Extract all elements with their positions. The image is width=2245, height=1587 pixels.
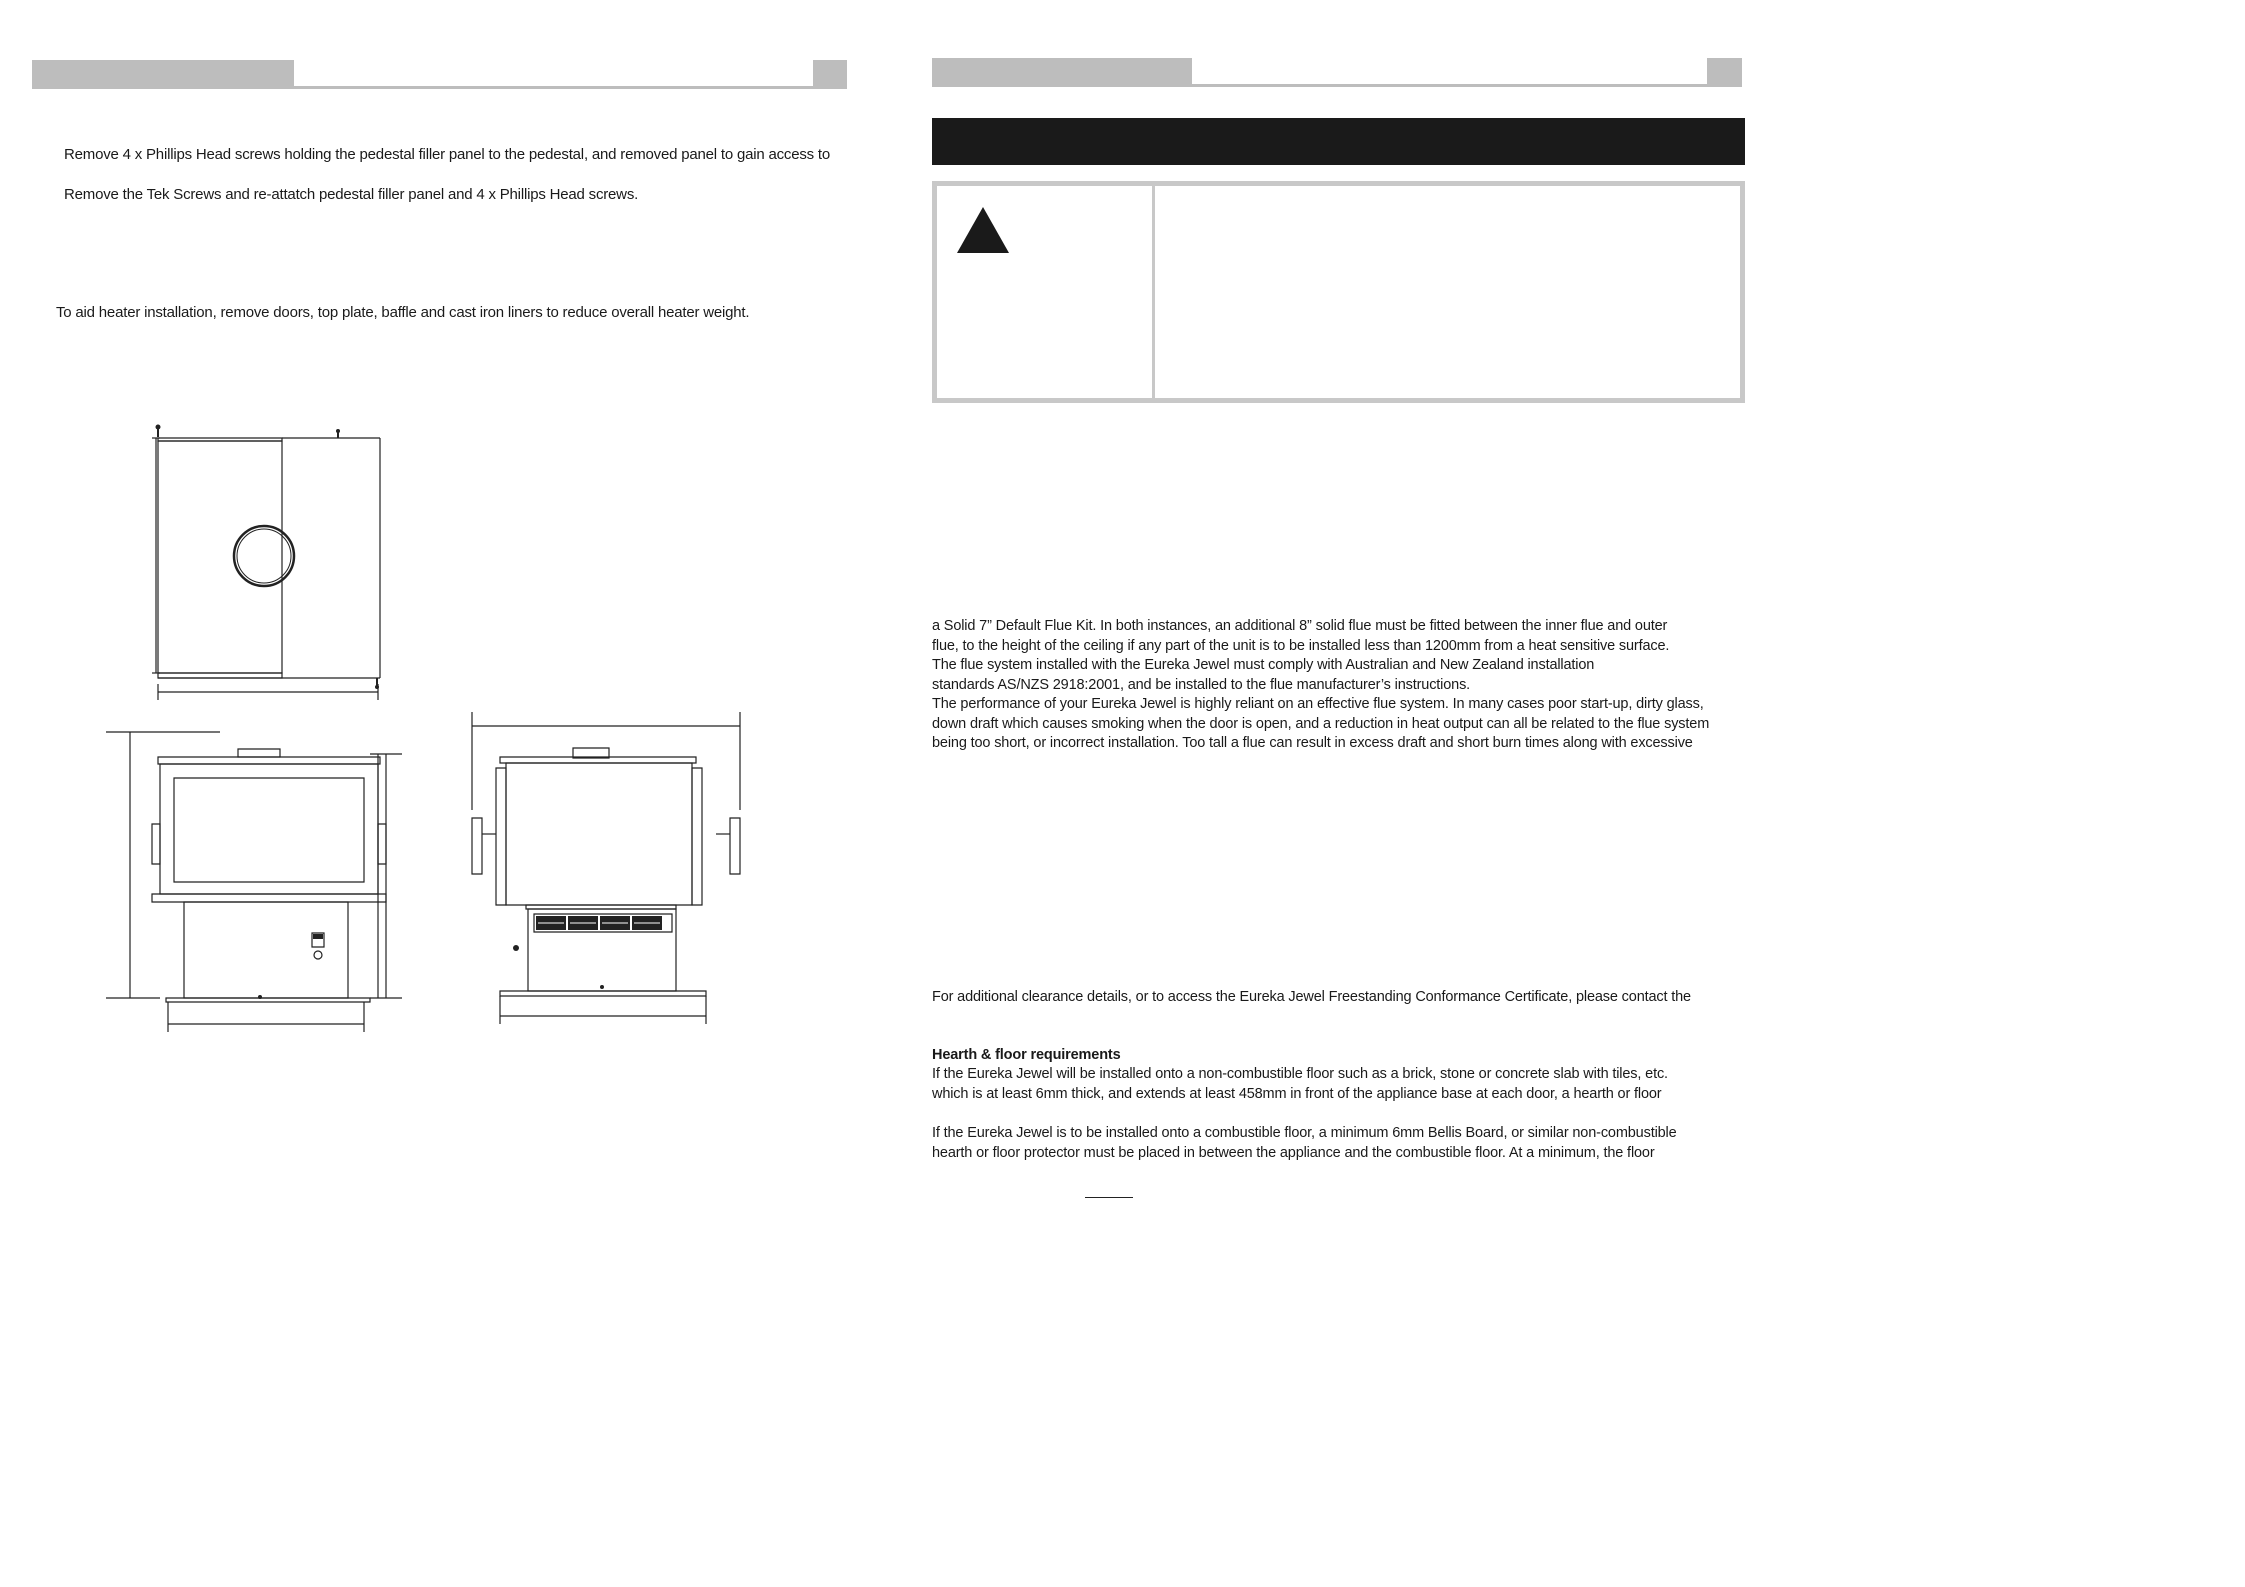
front-view-floor-plate xyxy=(166,998,370,1002)
flue-line: being too short, or incorrect installation. Too tall a flue can result in excess draft and short burn times along with excessive xyxy=(932,735,1693,751)
flue-line: The performance of your Eureka Jewel is highly reliant on an effective flue system. In many cases poor start-up, dirty glass, xyxy=(932,696,1704,712)
warning-triangle-icon xyxy=(955,205,1011,255)
front-view-firebox xyxy=(160,764,378,894)
flue-paragraph xyxy=(932,617,1709,754)
hearth-line: which is at least 6mm thick, and extends at least 458mm in front of the appliance base at each door, a hearth or floor xyxy=(932,1085,1662,1102)
front-view-left-handle xyxy=(152,824,160,864)
front-view-pedestal xyxy=(184,902,348,998)
side-view-body xyxy=(506,763,692,905)
right-header-tab xyxy=(932,58,1192,87)
top-view-front-edge xyxy=(158,673,282,678)
hearth-heading: Hearth & floor requirements xyxy=(932,1047,1121,1063)
instruction-reduce-weight: To aid heater installation, remove doors, top plate, baffle and cast iron liners to reduce overall heater weight. xyxy=(56,304,750,321)
section-title-bar xyxy=(932,118,1745,165)
hearth-line: If the Eureka Jewel is to be installed onto a combustible floor, a minimum 6mm Bellis Board, or similar non-combustible xyxy=(932,1125,1677,1141)
front-view-glass-door xyxy=(174,778,364,882)
side-view-floor-plate xyxy=(500,991,706,996)
heater-top-view-diagram xyxy=(130,420,390,710)
hearth-line: hearth or floor protector must be placed in between the appliance and the combustible floor. At a minimum, the floor xyxy=(932,1144,1655,1161)
flue-line: standards AS/NZS 2918:2001, and be installed to the flue manufacturer’s instructions. xyxy=(932,676,1471,693)
left-header-tab xyxy=(32,60,294,89)
instruction-reattach-panel: Remove the Tek Screws and re-attatch pedestal filler panel and 4 x Phillips Head screws. xyxy=(64,186,639,203)
warning-box-divider xyxy=(1152,186,1155,398)
hearth-line: If the Eureka Jewel will be installed onto a non-combustible floor such as a brick, stone or concrete slab with tiles, etc. xyxy=(932,1066,1668,1082)
front-view-flue-outlet xyxy=(238,749,280,757)
top-view-flue-collar xyxy=(234,526,294,586)
side-view-right-handle xyxy=(730,818,740,874)
footer-short-rule xyxy=(1085,1197,1133,1198)
side-view-left-handle xyxy=(472,818,482,874)
heater-side-view-diagram xyxy=(460,700,760,1035)
front-view-right-handle xyxy=(378,824,386,864)
hearth-paragraph-1 xyxy=(932,1065,1668,1104)
front-view-top-plate xyxy=(158,757,380,764)
instruction-remove-panel: Remove 4 x Phillips Head screws holding the pedestal filler panel to the pedestal, and removed panel to gain access to xyxy=(64,146,831,163)
flue-line: down draft which causes smoking when the door is open, and a reduction in heat output can all be related to the flue system xyxy=(932,715,1710,732)
clearance-note: For additional clearance details, or to access the Eureka Jewel Freestanding Conformance Certificate, please contact the xyxy=(932,989,1691,1005)
top-view-body xyxy=(158,441,282,673)
flue-line: a Solid 7” Default Flue Kit. In both instances, an additional 8” solid flue must be fitted between the inner flue and outer xyxy=(932,618,1668,634)
right-page-number-box xyxy=(1707,58,1742,87)
hearth-paragraph-2 xyxy=(932,1124,1677,1163)
heater-front-view-diagram xyxy=(100,720,420,1035)
left-page-number-box xyxy=(813,60,847,89)
front-view-base-trim xyxy=(152,894,386,902)
flue-line: flue, to the height of the ceiling if any part of the unit is to be installed less than 1200mm from a heat sensitive surface. xyxy=(932,637,1670,654)
flue-line: The flue system installed with the Eureka Jewel must comply with Australian and New Zealand installation xyxy=(932,657,1595,673)
warning-box xyxy=(932,181,1745,403)
